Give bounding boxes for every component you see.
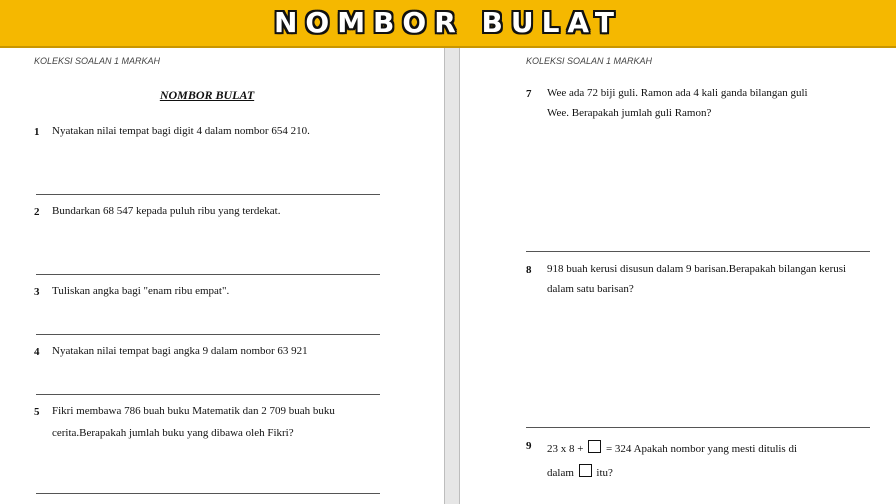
document-title: NOMBOR BULAT [159,88,255,102]
question-text: Nyatakan nilai tempat bagi digit 4 dalam nombor 654 210. [52,125,310,137]
question-text-line2 [547,462,613,484]
answer-line [526,251,870,252]
question-text-line1: Wee ada 72 biji guli. Ramon ada 4 kali ganda bilangan guli [547,87,808,99]
question-number: 5 [34,406,40,418]
right-page [460,48,896,504]
answer-line [36,194,380,195]
question-text: Bundarkan 68 547 kepada puluh ribu yang terdekat. [52,205,281,217]
answer-line [36,394,380,395]
question-number: 4 [34,346,40,358]
banner-title: NOMBOR BULAT [273,6,623,39]
answer-line [36,334,380,335]
equation-part-b: = 324 Apakah nombor yang mesti ditulis di [605,443,798,455]
question-text-line2: Wee. Berapakah jumlah guli Ramon? [547,107,712,119]
question-number: 1 [34,126,40,138]
question-text-line1: 918 buah kerusi disusun dalam 9 barisan.Berapakah bilangan kerusi [547,263,847,275]
question-number: 9 [526,440,532,452]
question-number: 7 [526,88,532,100]
question-number: 3 [34,286,40,298]
blank-box-icon [579,464,592,477]
title-banner [0,0,896,48]
question-number: 2 [34,206,40,218]
blank-box-icon [588,440,601,453]
left-page [0,48,444,504]
question-text-line1: Fikri membawa 786 buah buku Matematik dan 2 709 buah buku [52,405,335,417]
question-number: 8 [526,264,532,276]
question-text-line1 [547,438,797,460]
question-text-line2: dalam satu barisan? [547,283,634,295]
question-text: Tuliskan angka bagi "enam ribu empat". [52,285,230,297]
text-part-b: itu? [596,467,613,479]
equation-part-a: 23 x 8 + [547,443,584,455]
text-part-a: dalam [547,467,574,479]
page-gutter [444,48,460,504]
page-header-label: KOLEKSI SOALAN 1 MARKAH [34,56,161,66]
question-text: Nyatakan nilai tempat bagi angka 9 dalam nombor 63 921 [52,345,308,357]
page-header-label: KOLEKSI SOALAN 1 MARKAH [526,56,653,66]
question-text-line2: cerita.Berapakah jumlah buku yang dibawa oleh Fikri? [52,427,294,439]
answer-line [36,274,380,275]
answer-line [36,493,380,494]
answer-line [526,427,870,428]
